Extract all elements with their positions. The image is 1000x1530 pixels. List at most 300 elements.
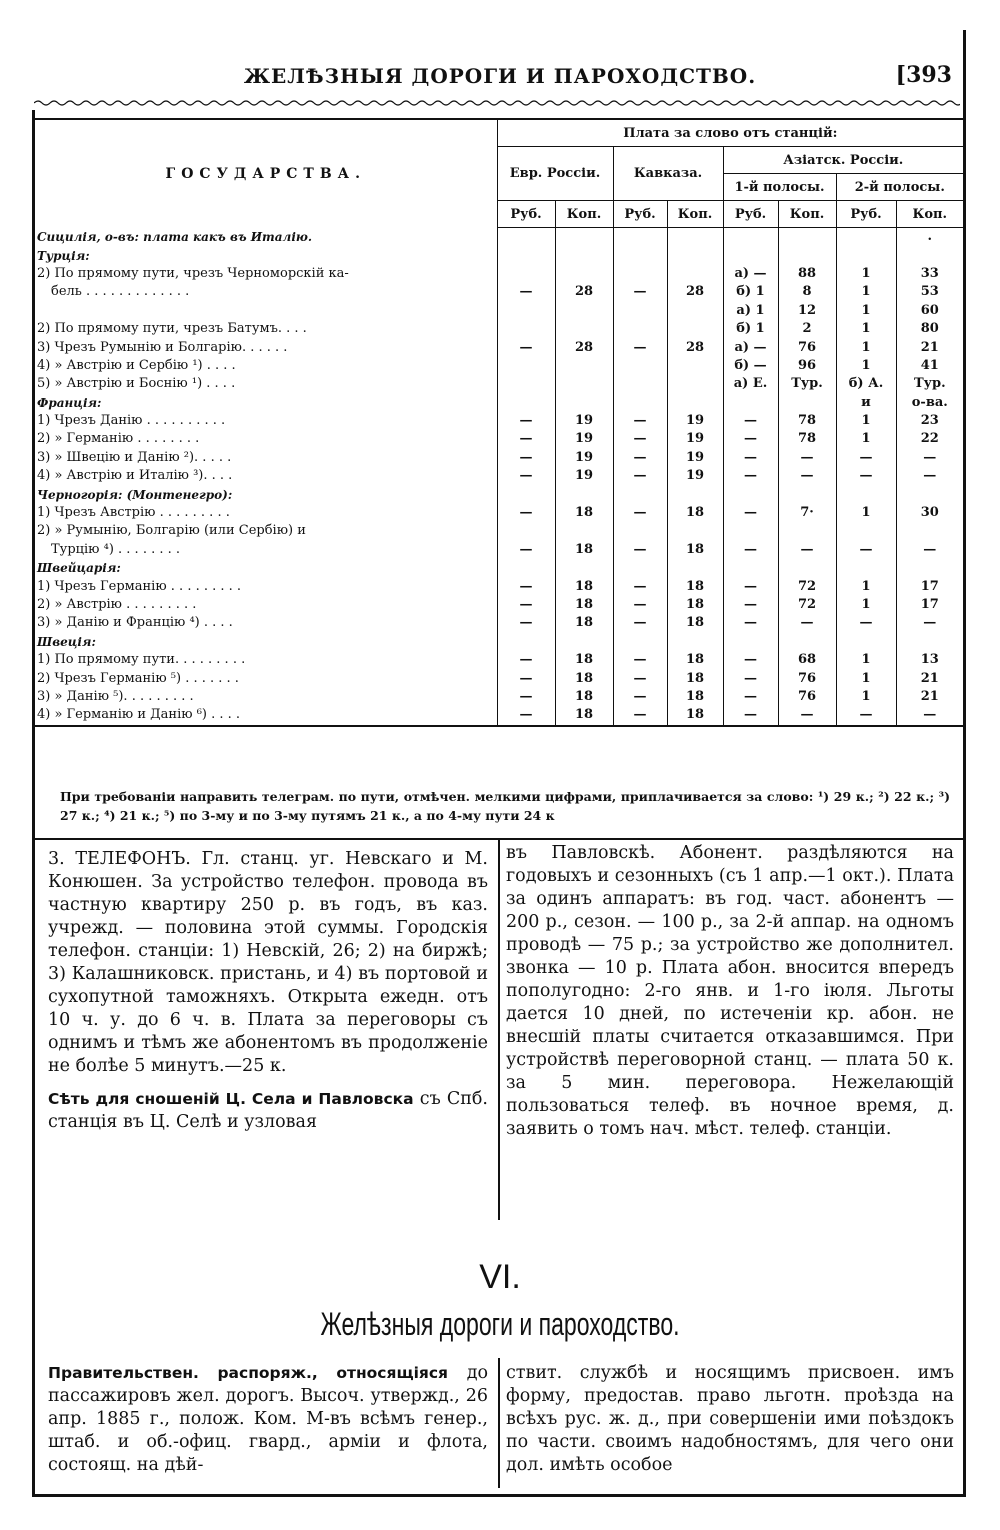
rate-cell: [555, 485, 613, 503]
rate-cell: —: [497, 338, 555, 356]
country-heading: Сицилія, о-въ: плата какъ въ Италію.: [37, 229, 313, 244]
rate-cell: Тур.: [896, 375, 963, 393]
country-heading: Швейцарія:: [37, 561, 121, 576]
rate-cell: [836, 633, 896, 651]
rate-cell: 18: [667, 577, 723, 595]
rate-cell: 21: [896, 688, 963, 706]
rate-cell: —: [613, 430, 667, 448]
table-row: [35, 430, 963, 448]
rate-cell: [497, 228, 555, 247]
rate-cell: 1: [836, 338, 896, 356]
rate-cell: [667, 320, 723, 338]
table-row: [35, 357, 963, 375]
rate-cell: [613, 265, 667, 283]
rate-cell: —: [723, 449, 778, 467]
column-divider-railways: [498, 1358, 500, 1488]
route-label: Турцію ⁴) . . . . . . . .: [51, 541, 181, 557]
rate-cell: 18: [667, 596, 723, 614]
rate-cell: [613, 302, 667, 320]
rate-cell: 33: [896, 265, 963, 283]
rate-cell: 18: [555, 596, 613, 614]
states-header: ГОСУДАРСТВА.: [35, 119, 497, 228]
rate-cell: [497, 265, 555, 283]
rate-cell: —: [723, 467, 778, 485]
rate-cell: 18: [555, 688, 613, 706]
unit-header: Коп.: [667, 201, 723, 228]
unit-header: Руб.: [836, 201, 896, 228]
route-label: 1) Чрезъ Австрію . . . . . . . . .: [37, 505, 230, 521]
rate-cell: 1: [836, 302, 896, 320]
rate-cell: [667, 522, 723, 540]
rate-cell: .: [896, 228, 963, 247]
rate-cell: —: [613, 283, 667, 301]
rate-cell: [667, 228, 723, 247]
rate-cell: —: [613, 651, 667, 669]
rate-cell: —: [497, 504, 555, 522]
subscription-paragraph: въ Павловскѣ. Абонент. раздѣляются на годовыхъ и сезонныхъ (съ 1 апр.—1 окт.). Плата за одинъ аппаратъ: въ год. част. абонентъ — 200 р., сезон. — 100 р., за 2-й аппар. на одномъ проводѣ — 75 р.; за устройство же дополнител. звонка — 10 р. Плата абон. вносится впередъ пополугодно: 2-го янв. и 1-го іюля. Льготы дается 10 дней, по истеченіи кр. абон. не внесшій платы считается отказавшимся. При устройствѣ переговорной станц. — плата 50 к. за 5 мин. переговора. Нежелающій пользоваться телеф. въ ночное время, д. заявить о томъ нач. мѣст. телеф. станціи.: [506, 843, 954, 1139]
rate-cell: [497, 246, 555, 264]
rate-cell: [723, 394, 778, 412]
route-label: 3) » Данію и Францію ⁴) . . . .: [37, 615, 233, 631]
rate-cell: [778, 559, 836, 577]
rate-cell: б) А.: [836, 375, 896, 393]
rate-cell: [613, 357, 667, 375]
route-label: бель . . . . . . . . . . . . .: [51, 284, 190, 300]
network-paragraph: [48, 1088, 488, 1134]
table-row: [35, 320, 963, 338]
rate-cell: —: [613, 596, 667, 614]
rate-cell: —: [778, 449, 836, 467]
rate-cell: [667, 302, 723, 320]
telephone-paragraph: 3. ТЕЛЕФОНЪ. Гл. станц. уг. Невскаго и М. Конюшен. За устройство телефон. провода въ частную квартиру 250 р. въ годъ, въ каз. учрежд. — половина этой суммы. Городскія телефон. станціи: 1) Невскій, 26; 2) на биржѣ; 3) Калашниковск. пристань, и 4) въ портовой и сухопутной таможняхъ. Открыта ежедн. отъ 10 ч. у. до 6 ч. в. Плата за переговоры съ однимъ и тѣмъ же абонентомъ въ продолженіе не болѣе 5 минутъ.—25 к.: [48, 849, 488, 1076]
rate-cell: [723, 633, 778, 651]
rate-cell: [555, 559, 613, 577]
rate-cell: —: [896, 706, 963, 725]
rate-cell: [896, 246, 963, 264]
rate-cell: [555, 375, 613, 393]
rate-cell: и: [836, 394, 896, 412]
rate-cell: [497, 375, 555, 393]
rate-cell: 41: [896, 357, 963, 375]
rate-cell: —: [778, 706, 836, 725]
table-footnote: При требованіи направить телеграм. по пути, отмѣчен. мелкими цифрами, приплачивается за слово: ¹) 29 к.; ²) 22 к.; ³) 27 к.; ⁴) 21 к.; ⁵) по 3-му и по 3-му путямъ 21 к., а по 4-му пути 24 к: [60, 789, 950, 823]
route-label: [35, 302, 497, 320]
column-divider-telephone: [498, 840, 500, 1220]
rate-cell: [778, 485, 836, 503]
rate-cell: 96: [778, 357, 836, 375]
network-heading: Сѣть для сношеній Ц. Села и Павловска: [48, 1090, 414, 1108]
rate-cell: 17: [896, 596, 963, 614]
section-number: VI.: [479, 1258, 521, 1296]
rate-cell: —: [497, 467, 555, 485]
railways-text: до пассажировъ жел. дорогъ. Высоч. утвержд., 26 апр. 1885 г., полож. Ком. М-въ всѣмъ генер., штаб. и об.-офиц. гвард., арміи и флота, состоящ. на дѣй-: [48, 1363, 488, 1475]
route-label: 1) По прямому пути. . . . . . . . .: [37, 652, 246, 668]
rate-cell: 18: [667, 688, 723, 706]
rate-cell: —: [778, 541, 836, 559]
rate-cell: б) 1: [723, 320, 778, 338]
rate-cell: —: [836, 541, 896, 559]
group-header-caucasus: Кавказа.: [613, 147, 723, 201]
rate-cell: 18: [555, 706, 613, 725]
table-row: [35, 504, 963, 522]
rate-cell: [613, 228, 667, 247]
rate-cell: —: [613, 614, 667, 632]
unit-header: Коп.: [778, 201, 836, 228]
rate-cell: —: [497, 449, 555, 467]
table-row: [35, 522, 963, 540]
rate-cell: —: [896, 541, 963, 559]
rate-cell: —: [613, 467, 667, 485]
rate-cell: [667, 485, 723, 503]
rate-cell: —: [497, 614, 555, 632]
rate-cell: а) 1: [723, 302, 778, 320]
rate-cell: Тур.: [778, 375, 836, 393]
route-label: 3) Чрезъ Румынію и Болгарію. . . . . .: [37, 339, 288, 355]
rate-cell: [836, 228, 896, 247]
route-label: 2) По прямому пути, чрезъ Черноморскій ка-: [37, 265, 349, 281]
rate-cell: [896, 559, 963, 577]
rate-cell: [667, 246, 723, 264]
rate-cell: —: [836, 706, 896, 725]
rate-cell: 53: [896, 283, 963, 301]
rate-cell: 88: [778, 265, 836, 283]
route-label: 2) » Румынію, Болгарію (или Сербію) и: [37, 523, 306, 539]
rate-cell: —: [836, 449, 896, 467]
rate-cell: 19: [667, 467, 723, 485]
rate-super-header: Плата за слово отъ станцій:: [497, 119, 963, 147]
route-label: 4) » Австрію и Италію ³). . . .: [37, 468, 233, 484]
rate-cell: 76: [778, 338, 836, 356]
rate-cell: 18: [667, 614, 723, 632]
rate-cell: —: [723, 577, 778, 595]
unit-header: Коп.: [555, 201, 613, 228]
rate-cell: —: [613, 541, 667, 559]
table-row: [35, 375, 963, 393]
rate-cell: [896, 485, 963, 503]
rate-cell: 19: [667, 412, 723, 430]
rate-cell: 1: [836, 430, 896, 448]
rate-cell: 76: [778, 688, 836, 706]
rate-cell: б) —: [723, 357, 778, 375]
rate-cell: 18: [555, 504, 613, 522]
rate-cell: 18: [555, 669, 613, 687]
rate-cell: —: [497, 669, 555, 687]
rate-cell: [613, 633, 667, 651]
rate-cell: 28: [555, 338, 613, 356]
decorative-wavy-rule: [34, 98, 960, 108]
rate-cell: 19: [555, 467, 613, 485]
rate-cell: [613, 394, 667, 412]
rate-cell: а) —: [723, 265, 778, 283]
rate-cell: 78: [778, 412, 836, 430]
rate-cell: [613, 320, 667, 338]
rate-cell: —: [723, 669, 778, 687]
rate-cell: —: [613, 577, 667, 595]
rate-cell: 8: [778, 283, 836, 301]
country-heading: Турція:: [37, 248, 90, 263]
rate-cell: —: [723, 412, 778, 430]
rate-cell: [778, 246, 836, 264]
rate-cell: 1: [836, 412, 896, 430]
rate-cell: —: [723, 651, 778, 669]
route-label: 4) » Германію и Данію ⁶) . . . .: [35, 706, 497, 725]
rate-cell: [613, 485, 667, 503]
table-row: [35, 246, 963, 264]
rate-cell: —: [723, 688, 778, 706]
rate-cell: 72: [778, 596, 836, 614]
network-text: съ Спб. станція въ Ц. Селѣ и узловая: [48, 1089, 488, 1132]
rate-cell: 1: [836, 283, 896, 301]
rate-cell: [555, 320, 613, 338]
rate-cell: 18: [555, 577, 613, 595]
route-label: 5) » Австрію и Боснію ¹) . . . .: [37, 376, 236, 392]
table-row: [35, 614, 963, 632]
rate-cell: —: [497, 283, 555, 301]
rate-cell: [497, 633, 555, 651]
rate-cell: 1: [836, 265, 896, 283]
table-row: [35, 394, 963, 412]
rate-cell: —: [497, 577, 555, 595]
rate-cell: 19: [667, 449, 723, 467]
rate-cell: 18: [555, 541, 613, 559]
table-row: [35, 669, 963, 687]
rate-cell: —: [497, 412, 555, 430]
rate-cell: —: [497, 651, 555, 669]
rate-cell: —: [723, 706, 778, 725]
rate-cell: 1: [836, 504, 896, 522]
country-heading: Франція:: [37, 395, 102, 410]
rate-cell: —: [613, 706, 667, 725]
rate-cell: —: [613, 504, 667, 522]
rate-cell: 2: [778, 320, 836, 338]
rate-cell: [497, 522, 555, 540]
group-header-european-russia: Евр. Россіи.: [497, 147, 613, 201]
rate-cell: 1: [836, 596, 896, 614]
rate-cell: [613, 246, 667, 264]
rate-cell: —: [723, 614, 778, 632]
rate-cell: —: [723, 541, 778, 559]
rate-cell: 76: [778, 669, 836, 687]
rate-cell: 1: [836, 651, 896, 669]
rates-table-body: [35, 228, 963, 726]
rate-cell: —: [497, 596, 555, 614]
rate-cell: а) —: [723, 338, 778, 356]
rate-cell: 1: [836, 357, 896, 375]
route-label: 4) » Австрію и Сербію ¹) . . . .: [37, 357, 236, 373]
rate-cell: [613, 522, 667, 540]
rate-cell: [667, 357, 723, 375]
route-label: 2) » Австрію . . . . . . . . .: [37, 597, 197, 612]
rate-cell: [613, 375, 667, 393]
table-row: [35, 467, 963, 485]
rate-cell: [497, 320, 555, 338]
railways-paragraph: [48, 1362, 488, 1477]
rate-cell: [555, 265, 613, 283]
unit-header: Руб.: [723, 201, 778, 228]
rate-cell: [667, 633, 723, 651]
rate-cell: [497, 357, 555, 375]
rate-cell: 17: [896, 577, 963, 595]
table-row: [35, 265, 963, 283]
rate-cell: 19: [555, 430, 613, 448]
rate-cell: [613, 559, 667, 577]
railways-continuation: ствит. службѣ и носящимъ присвоен. имъ форму, предостав. право льготн. проѣзда на всѣхъ рус. ж. д., при совершеніи ими поѣздокъ по части. своимъ надобностямъ, для чего они дол. имѣть особое: [506, 1363, 954, 1475]
rate-cell: [836, 246, 896, 264]
page-number: [393: [895, 62, 952, 88]
railways-left-column: [48, 1362, 488, 1487]
route-label: 2) Чрезъ Германію ⁵) . . . . . . .: [37, 670, 239, 686]
rate-cell: 28: [667, 338, 723, 356]
railways-heading: Правительствен. распоряж., относящіяся: [48, 1364, 448, 1382]
rate-cell: —: [778, 467, 836, 485]
table-row: [35, 485, 963, 503]
rate-cell: о-ва.: [896, 394, 963, 412]
country-heading: Швеція:: [37, 634, 96, 649]
rate-cell: 19: [667, 430, 723, 448]
table-row: [35, 228, 963, 247]
rate-cell: —: [836, 614, 896, 632]
rate-cell: —: [723, 430, 778, 448]
rate-cell: 19: [555, 449, 613, 467]
rate-cell: —: [497, 688, 555, 706]
rate-cell: [723, 246, 778, 264]
rate-cell: б) 1: [723, 283, 778, 301]
table-row: [35, 541, 963, 559]
rate-cell: 68: [778, 651, 836, 669]
table-row: [35, 302, 963, 320]
rate-cell: 1: [836, 688, 896, 706]
table-row: [35, 706, 963, 725]
unit-header: Руб.: [613, 201, 667, 228]
rate-cell: 13: [896, 651, 963, 669]
rate-cell: —: [613, 338, 667, 356]
rate-cell: —: [497, 541, 555, 559]
rate-cell: 78: [778, 430, 836, 448]
rate-cell: [896, 522, 963, 540]
route-label: 2) » Германію . . . . . . . .: [37, 431, 200, 447]
telegraph-rates-table: [35, 118, 963, 727]
rate-cell: 21: [896, 669, 963, 687]
running-title: ЖЕЛѢЗНЫЯ ДОРОГИ И ПАРОХОДСТВО.: [243, 64, 757, 88]
rate-cell: —: [497, 706, 555, 725]
table-row: [35, 449, 963, 467]
rate-cell: 18: [667, 541, 723, 559]
rate-cell: —: [723, 596, 778, 614]
rate-cell: [836, 522, 896, 540]
table-row: [35, 633, 963, 651]
rate-cell: 23: [896, 412, 963, 430]
table-row: [35, 596, 963, 614]
rate-cell: 18: [555, 651, 613, 669]
rate-cell: [667, 375, 723, 393]
rate-cell: [667, 394, 723, 412]
rate-cell: 60: [896, 302, 963, 320]
rate-cell: [555, 302, 613, 320]
route-label: 1) Чрезъ Данію . . . . . . . . . .: [37, 413, 226, 429]
rate-cell: [555, 246, 613, 264]
table-row: [35, 651, 963, 669]
table-row: [35, 559, 963, 577]
rate-cell: 21: [896, 338, 963, 356]
rate-cell: [778, 633, 836, 651]
telephone-right-column: [506, 842, 954, 1151]
running-header: [40, 60, 960, 100]
route-label: 3) » Швецію и Данію ²). . . . .: [37, 449, 232, 465]
rate-cell: 30: [896, 504, 963, 522]
rate-cell: 1: [836, 577, 896, 595]
table-row: [35, 412, 963, 430]
country-heading: Черногорія: (Монтенегро):: [37, 487, 233, 502]
table-row: [35, 688, 963, 706]
rate-cell: 18: [667, 706, 723, 725]
rate-cell: 80: [896, 320, 963, 338]
group-header-asian-russia: Азіатск. Россіи.: [723, 147, 963, 174]
rate-cell: [778, 394, 836, 412]
rate-cell: 18: [555, 614, 613, 632]
rate-cell: —: [497, 430, 555, 448]
subgroup-header-zone-1: 1-й полосы.: [723, 174, 836, 201]
rate-cell: —: [613, 449, 667, 467]
rate-cell: 22: [896, 430, 963, 448]
rate-cell: [723, 559, 778, 577]
rate-cell: [667, 559, 723, 577]
rate-cell: 7·: [778, 504, 836, 522]
rate-cell: [497, 302, 555, 320]
rate-cell: 18: [667, 504, 723, 522]
unit-header: Коп.: [896, 201, 963, 228]
rate-cell: 18: [667, 669, 723, 687]
table-row: [35, 577, 963, 595]
rate-cell: —: [613, 688, 667, 706]
rate-cell: —: [836, 467, 896, 485]
rate-cell: —: [896, 614, 963, 632]
rate-cell: [497, 559, 555, 577]
rate-cell: 28: [555, 283, 613, 301]
rate-cell: 19: [555, 412, 613, 430]
unit-header: Руб.: [497, 201, 555, 228]
rate-cell: [555, 357, 613, 375]
rate-cell: [497, 394, 555, 412]
rate-cell: [667, 265, 723, 283]
rate-cell: 1: [836, 320, 896, 338]
rate-cell: —: [723, 504, 778, 522]
rate-cell: [836, 559, 896, 577]
rate-cell: [778, 522, 836, 540]
route-label: 1) Чрезъ Германію . . . . . . . . .: [37, 578, 242, 594]
subgroup-header-zone-2: 2-й полосы.: [836, 174, 963, 201]
rate-cell: [896, 633, 963, 651]
rate-cell: —: [896, 449, 963, 467]
rate-cell: —: [896, 467, 963, 485]
rate-cell: [555, 228, 613, 247]
rate-cell: [555, 633, 613, 651]
rate-cell: 1: [836, 669, 896, 687]
rate-cell: [723, 228, 778, 247]
table-row: [35, 283, 963, 301]
rate-cell: [836, 485, 896, 503]
railways-right-column: [506, 1362, 954, 1487]
rate-cell: —: [613, 412, 667, 430]
rate-cell: [723, 522, 778, 540]
table-row: [35, 338, 963, 356]
rate-cell: [555, 522, 613, 540]
rate-cell: [778, 228, 836, 247]
rate-cell: [555, 394, 613, 412]
rate-cell: 12: [778, 302, 836, 320]
section-title: Желѣзныя дороги и пароходство.: [320, 1306, 680, 1342]
rate-cell: 18: [667, 651, 723, 669]
rate-cell: —: [613, 669, 667, 687]
